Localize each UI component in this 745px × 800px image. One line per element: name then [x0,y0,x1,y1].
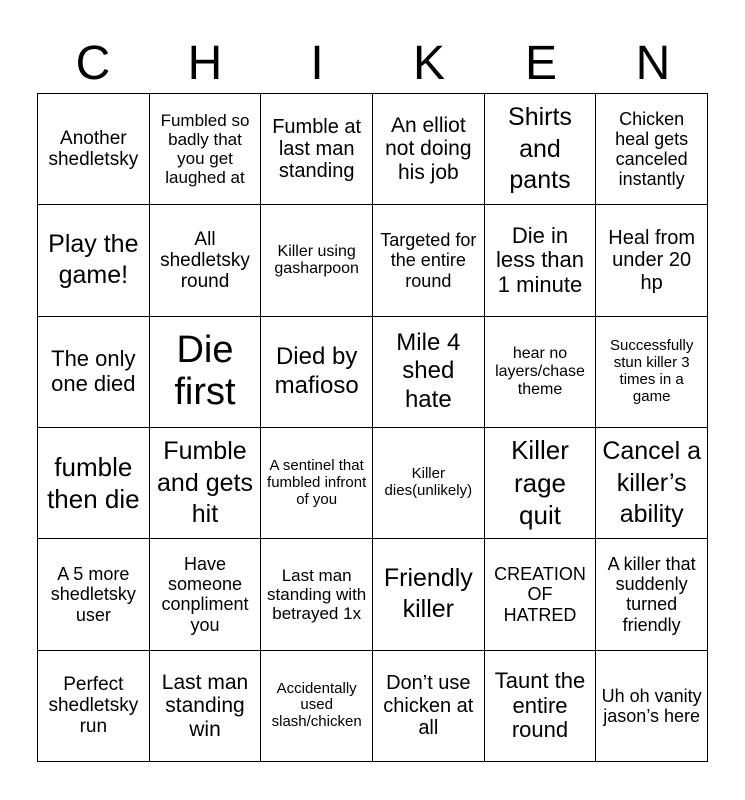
bingo-cell[interactable]: Died by mafioso [261,317,373,428]
bingo-cell[interactable]: A 5 more shedletsky user [38,539,150,650]
bingo-cell[interactable]: hear no layers/chase theme [485,317,597,428]
bingo-cell[interactable]: The only one died [38,317,150,428]
bingo-cell[interactable]: Perfect shedletsky run [38,651,150,762]
bingo-cell[interactable]: Fumble and gets hit [150,428,262,539]
bingo-cell[interactable]: Accidentally used slash/chicken [261,651,373,762]
bingo-cell[interactable]: Targeted for the entire round [373,205,485,316]
bingo-cell[interactable]: Mile 4 shed hate [373,317,485,428]
bingo-cell[interactable]: fumble then die [38,428,150,539]
bingo-cell[interactable]: Killer using gasharpoon [261,205,373,316]
header-letter: E [524,37,557,90]
bingo-grid [37,93,708,762]
bingo-cell[interactable]: Don’t use chicken at all [373,651,485,762]
bingo-cell[interactable]: Last man standing win [150,651,262,762]
header-letter: K [412,37,445,90]
bingo-cell[interactable]: Killer dies(unlikely) [373,428,485,539]
bingo-cell[interactable]: Chicken heal gets canceled instantly [596,94,708,205]
bingo-cell[interactable]: A sentinel that fumbled infront of you [261,428,373,539]
header-letter: N [635,37,671,90]
bingo-cell[interactable]: Die first [150,317,262,428]
bingo-cell[interactable]: Uh oh vanity jason’s here [596,651,708,762]
bingo-cell[interactable]: Friendly killer [373,539,485,650]
bingo-cell[interactable]: Fumbled so badly that you get laughed at [150,94,262,205]
bingo-cell[interactable]: Another shedletsky [38,94,150,205]
bingo-cell[interactable]: Last man standing with betrayed 1x [261,539,373,650]
header-letter: C [75,37,111,90]
bingo-cell[interactable]: Play the game! [38,205,150,316]
bingo-cell[interactable]: Taunt the entire round [485,651,597,762]
bingo-cell[interactable]: CREATION OF HATRED [485,539,597,650]
header-letter: I [310,37,324,90]
bingo-cell[interactable]: Heal from under 20 hp [596,205,708,316]
bingo-cell[interactable]: Killer rage quit [485,428,597,539]
bingo-cell[interactable]: Fumble at last man standing [261,94,373,205]
bingo-cell[interactable]: An elliot not doing his job [373,94,485,205]
bingo-cell[interactable]: Die in less than 1 minute [485,205,597,316]
bingo-cell[interactable]: Shirts and pants [485,94,597,205]
bingo-cell[interactable]: Have someone conpliment you [150,539,262,650]
bingo-header [37,34,709,94]
bingo-cell[interactable]: Successfully stun killer 3 times in a game [596,317,708,428]
bingo-cell[interactable]: All shedletsky round [150,205,262,316]
header-letter: H [187,37,223,90]
bingo-cell[interactable]: Cancel a killer’s ability [596,428,708,539]
bingo-cell[interactable]: A killer that suddenly turned friendly [596,539,708,650]
